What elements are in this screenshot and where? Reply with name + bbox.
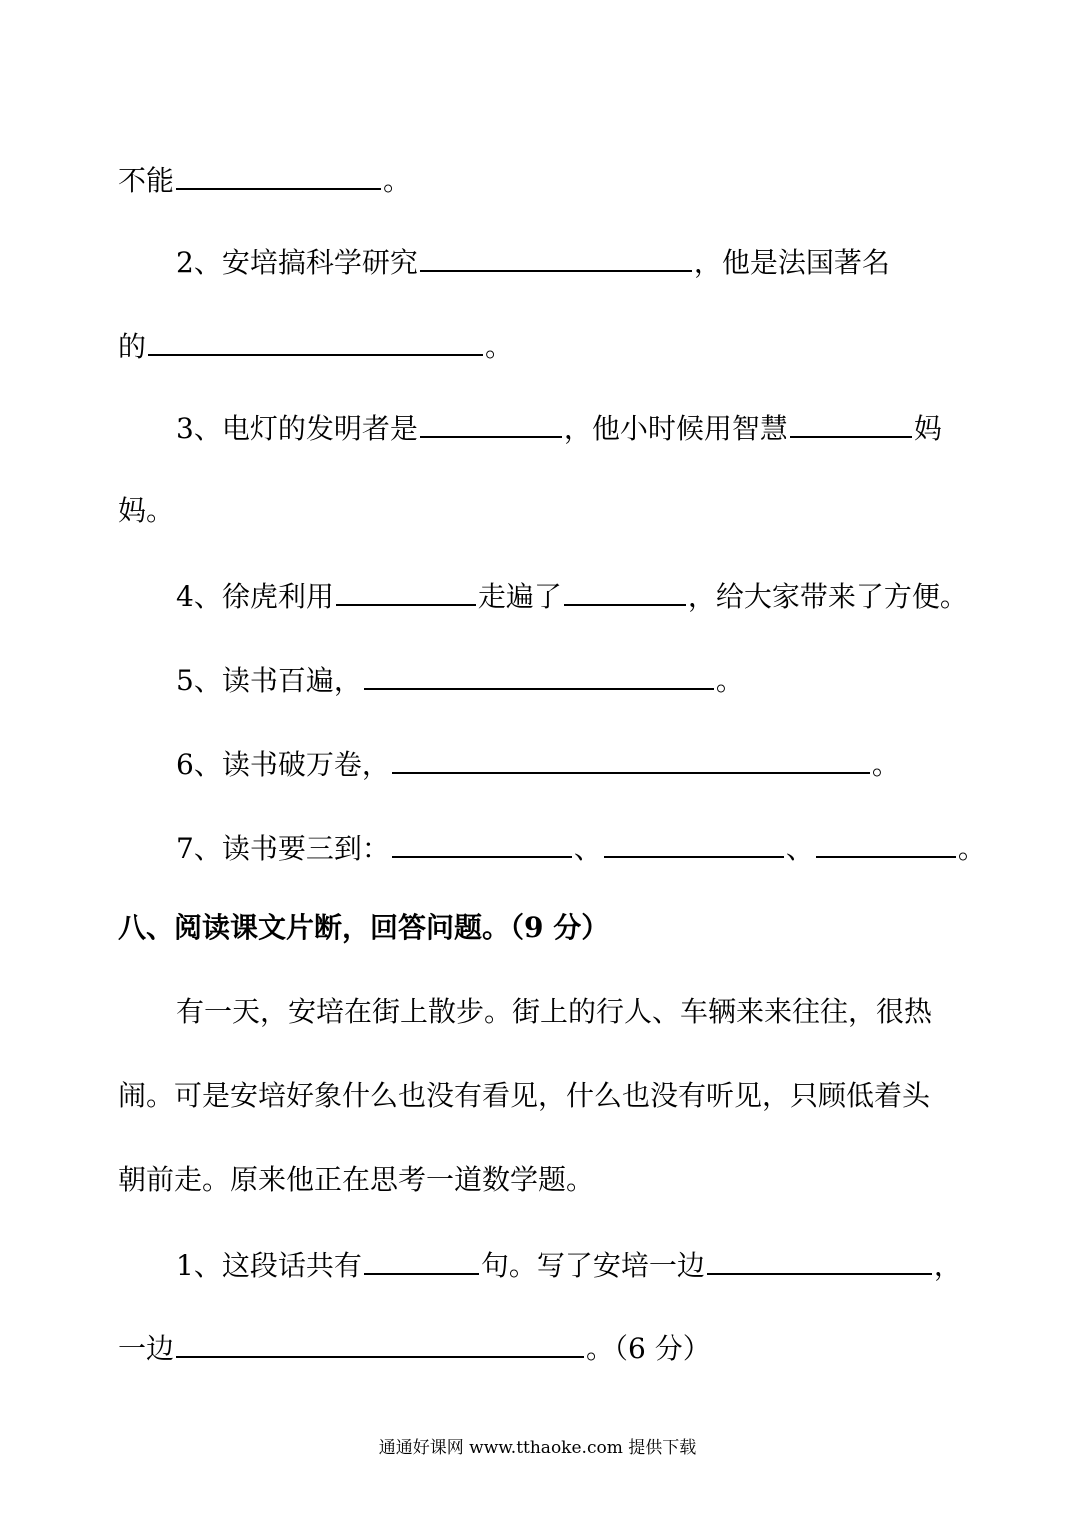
text: 一边 [118,1332,175,1365]
text: 。 [715,664,744,697]
text: 。 [957,832,986,865]
text: 7、读书要三到： [176,832,390,865]
answer-blank[interactable] [392,742,870,774]
line-9 [176,826,986,869]
answer-blank[interactable] [364,658,714,690]
answer-blank[interactable] [564,574,686,606]
text: 、 [573,832,602,865]
answer-blank[interactable] [148,324,483,356]
text: ， [933,1249,962,1282]
passage-line: 朝前走。原来他正在思考一道数学题。 [118,1163,595,1196]
question-1-line-2 [118,1326,957,1369]
text: 。 [383,164,412,197]
text: 4、徐虎利用 [176,580,334,613]
answer-blank[interactable] [604,826,784,858]
section-title: 八、阅读课文片断，回答问题。（9 分） [118,911,610,944]
answer-blank[interactable] [176,1326,584,1358]
answer-blank[interactable] [707,1243,932,1275]
text: 2、安培搞科学研究 [176,246,418,279]
text: 妈 [913,412,942,445]
line-3 [118,324,957,367]
passage-line: 闹。可是安培好象什么也没有看见，什么也没有听见，只顾低着头 [118,1079,931,1112]
text: 3、电灯的发明者是 [176,412,418,445]
text: 走遍了 [477,580,562,613]
text: 不能 [118,164,175,197]
text: 妈。 [118,494,175,527]
answer-blank[interactable] [790,406,912,438]
answer-blank[interactable] [392,826,572,858]
text: ，他小时候用智慧 [563,412,788,445]
text: 1、这段话共有 [176,1249,362,1282]
answer-blank[interactable] [364,1243,479,1275]
line-7 [176,658,957,701]
text: 。（6 分） [586,1332,711,1365]
text: 、 [785,832,814,865]
answer-blank[interactable] [816,826,956,858]
passage-line: 有一天，安培在街上散步。街上的行人、车辆来来往往，很热 [176,995,933,1028]
answer-blank[interactable] [420,240,692,272]
text: 。 [871,748,900,781]
line-2 [176,240,957,283]
answer-blank[interactable] [336,574,476,606]
line-5 [118,491,957,531]
line-4 [176,406,957,449]
text: 的 [118,330,147,363]
answer-blank[interactable] [176,158,381,190]
question-1-line [176,1243,962,1286]
text: 。 [485,330,514,363]
text: 句。写了安培一边 [480,1249,705,1282]
text: 5、读书百遍， [176,664,362,697]
footer-credit: 通通好课网 www.tthaoke.com 提供下载 [378,1438,697,1458]
line-6 [176,574,968,617]
text: ，给大家带来了方便。 [687,580,968,613]
text: ，他是法国著名 [693,246,890,279]
answer-blank[interactable] [420,406,562,438]
line-8 [176,742,957,785]
line-1 [118,158,957,201]
text: 6、读书破万卷， [176,748,390,781]
